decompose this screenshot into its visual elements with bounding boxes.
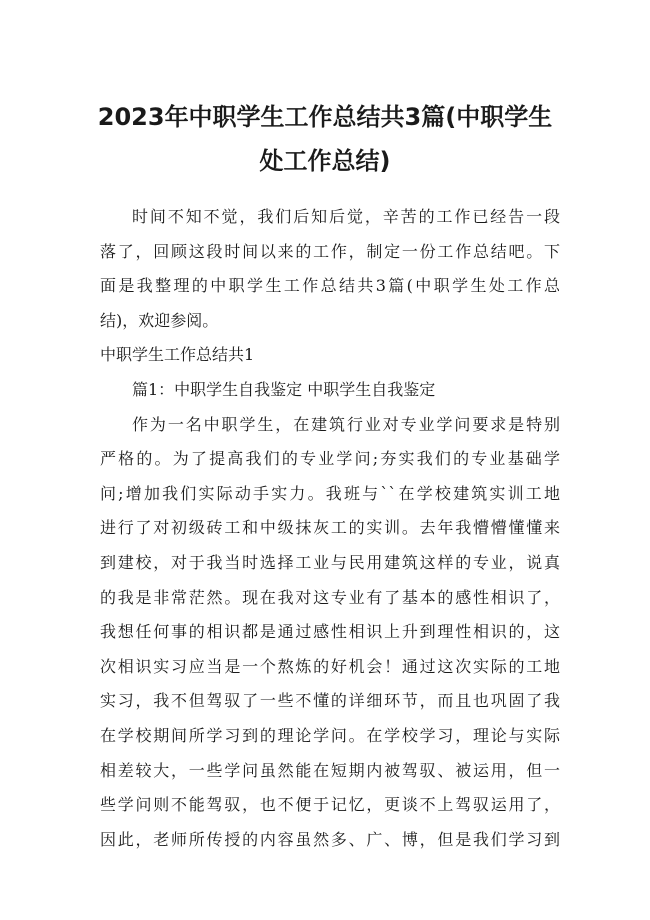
- text-line: 结)，欢迎参阅。: [100, 310, 219, 330]
- section-heading: 中职学生工作总结共1: [100, 345, 255, 365]
- text-line: 些学问则不能驾驭，也不便于记忆，更谈不上驾驭运用了，: [100, 795, 560, 815]
- document-title-line-2: 处工作总结): [259, 147, 391, 175]
- text-line: 面是我整理的中职学生工作总结共3篇(中职学生处工作总: [100, 276, 560, 296]
- text-line: 在学校期间所学习到的理论学问。在学校学习，理论与实际: [100, 725, 560, 745]
- text-line: 因此，老师所传授的内容虽然多、广、博，但是我们学习到: [100, 829, 560, 849]
- text-line: 次相识实习应当是一个熬炼的好机会！通过这次实际的工地: [100, 656, 560, 676]
- document-body: [100, 200, 560, 857]
- text-line: 相差较大，一些学问虽然能在短期内被驾驭、被运用，但一: [100, 760, 560, 780]
- text-line: 的我是非常茫然。现在我对这专业有了基本的感性相识了，: [100, 587, 560, 607]
- text-line: 我想任何事的相识都是通过感性相识上升到理性相识的，这: [100, 622, 560, 642]
- document-title-line-1: 2023年中职学生工作总结共3篇(中职学生: [97, 103, 553, 131]
- text-line: 进行了对初级砖工和中级抹灰工的实训。去年我懵懵懂懂来: [100, 518, 560, 538]
- text-line: 时间不知不觉，我们后知后觉，辛苦的工作已经告一段: [132, 207, 560, 226]
- subsection-heading: 篇1：中职学生自我鉴定 中职学生自我鉴定: [132, 379, 436, 399]
- text-line: 到建校，对于我当时选择工业与民用建筑这样的专业，说真: [100, 552, 560, 572]
- text-line: 问;增加我们实际动手实力。我班与``在学校建筑实训工地: [100, 483, 560, 503]
- text-line: 实习，我不但驾驭了一些不懂的详细环节，而且也巩固了我: [100, 691, 560, 711]
- text-line: 作为一名中职学生，在建筑行业对专业学问要求是特别: [132, 414, 560, 434]
- text-line: 严格的。为了提高我们的专业学问;夯实我们的专业基础学: [100, 449, 560, 469]
- text-line: 落了，回顾这段时间以来的工作，制定一份工作总结吧。下: [100, 241, 560, 261]
